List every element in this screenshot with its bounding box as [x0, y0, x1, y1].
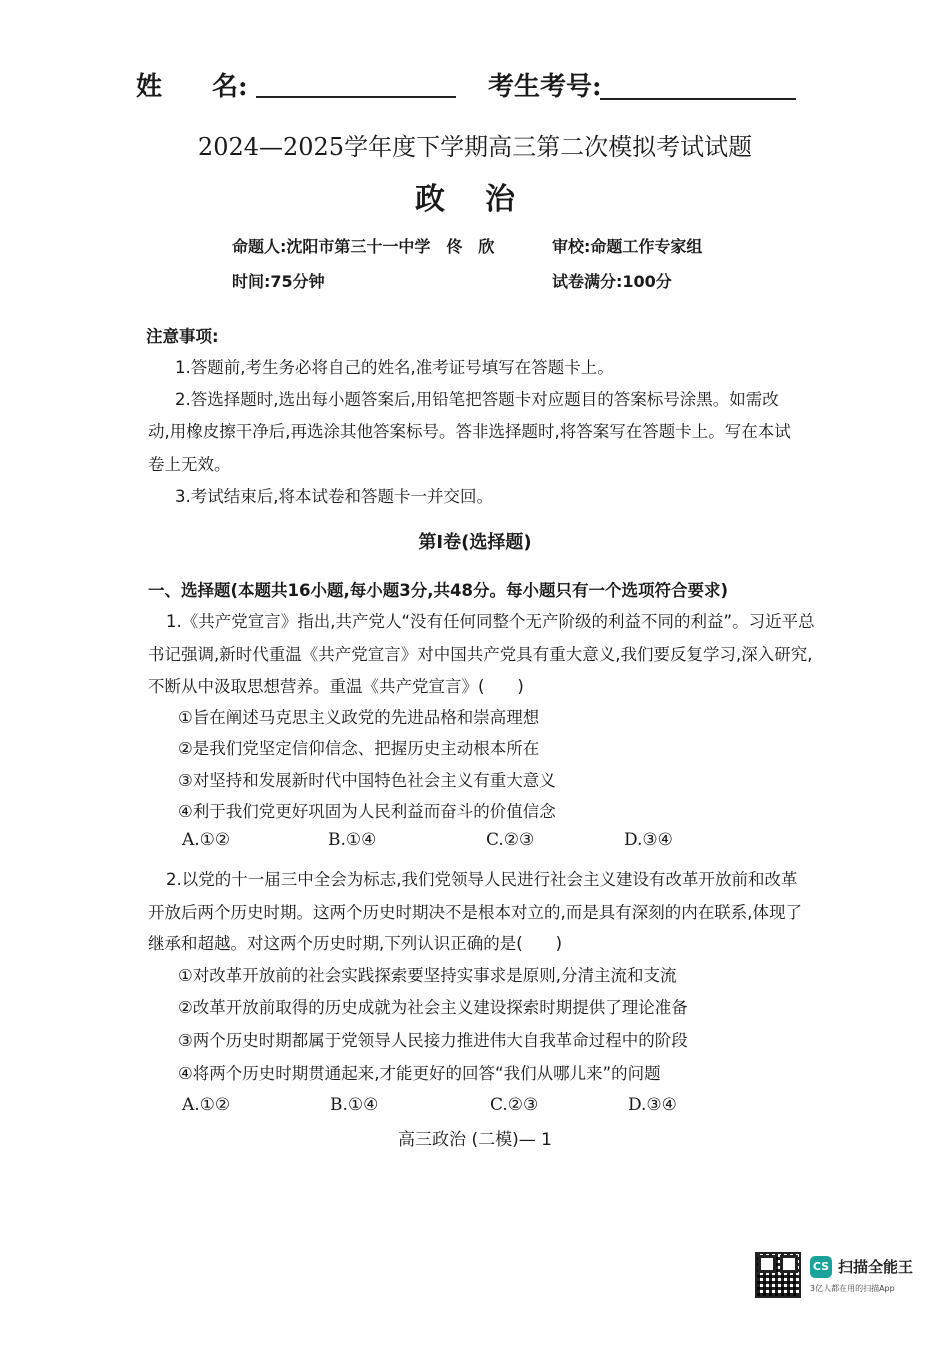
notice-line: 卷上无效。 [148, 455, 231, 474]
subject-title: 政治 [415, 182, 555, 217]
exam-id-blank-line [600, 98, 796, 100]
page-footer: 高三政治 (二模)— 1 [398, 1130, 552, 1150]
answer-option: A.①② [182, 1095, 231, 1115]
question-stem-line: 书记强调,新时代重温《共产党宣言》对中国共产党具有重大意义,我们要反复学习,深入研究, [148, 645, 813, 664]
part-heading: 一、选择题(本题共16小题,每小题3分,共48分。每小题只有一个选项符合要求) [148, 581, 729, 600]
exam-time: 时间:75分钟 [232, 272, 325, 291]
exam-title: 2024—2025学年度下学期高三第二次模拟考试试题 [197, 133, 753, 161]
question-item: ④将两个历史时期贯通起来,才能更好的回答“我们从哪儿来”的问题 [178, 1064, 661, 1083]
answer-option: C.②③ [490, 1095, 539, 1115]
name-label-suffix: 名: [212, 72, 248, 102]
notice-line: 3.考试结束后,将本试卷和答题卡一并交回。 [175, 487, 493, 506]
question-item: ①旨在阐述马克思主义政党的先进品格和崇高理想 [178, 708, 540, 727]
answer-option: D.③④ [628, 1095, 677, 1115]
question-item: ③对坚持和发展新时代中国特色社会主义有重大意义 [178, 771, 556, 790]
exam-author: 命题人:沈阳市第三十一中学 佟 欣 [232, 237, 495, 256]
question-stem-line: 不断从中汲取思想营养。重温《共产党宣言》( ) [148, 677, 524, 696]
question-item: ①对改革开放前的社会实践探索要坚持实事求是原则,分清主流和支流 [178, 966, 677, 985]
question-stem-line: 继承和超越。对这两个历史时期,下列认识正确的是( ) [148, 934, 563, 953]
question-item: ④利于我们党更好巩固为人民利益而奋斗的价值信念 [178, 802, 556, 821]
question-item: ③两个历史时期都属于党领导人民接力推进伟大自我革命过程中的阶段 [178, 1031, 688, 1050]
notice-line: 2.答选择题时,选出每小题答案后,用铅笔把答题卡对应题目的答案标号涂黑。如需改 [175, 390, 779, 409]
exam-full-score: 试卷满分:100分 [552, 272, 672, 291]
notice-line: 1.答题前,考生务必将自己的姓名,准考证号填写在答题卡上。 [175, 358, 614, 377]
question-stem-line: 开放后两个历史时期。这两个历史时期决不是根本对立的,而是具有深刻的内在联系,体现了 [148, 903, 802, 922]
camscanner-logo-icon: CS [810, 1256, 832, 1278]
exam-id-label: 考生考号: [488, 72, 602, 102]
name-blank-line [256, 96, 456, 98]
notice-heading: 注意事项: [146, 327, 219, 346]
scanner-app-name: 扫描全能王 [838, 1258, 914, 1276]
answer-option: B.①④ [328, 830, 377, 850]
question-stem-line: 1.《共产党宣言》指出,共产党人“没有任何同整个无产阶级的利益不同的利益”。习近平总 [166, 612, 815, 631]
section-title: 第Ⅰ卷(选择题) [418, 532, 532, 553]
answer-option: B.①④ [330, 1095, 379, 1115]
question-item: ②改革开放前取得的历史成就为社会主义建设探索时期提供了理论准备 [178, 998, 688, 1017]
notice-line: 动,用橡皮擦干净后,再选涂其他答案标号。答非选择题时,将答案写在答题卡上。写在本试 [148, 422, 791, 441]
question-item: ②是我们党坚定信仰信念、把握历史主动根本所在 [178, 739, 540, 758]
answer-option: D.③④ [624, 830, 673, 850]
answer-option: C.②③ [486, 830, 535, 850]
qr-code-icon [755, 1252, 801, 1298]
scanner-tagline: 3亿人都在用的扫描App [810, 1284, 895, 1293]
question-stem-line: 2.以党的十一届三中全会为标志,我们党领导人民进行社会主义建设有改革开放前和改革 [166, 870, 798, 889]
answer-option: A.①② [182, 830, 231, 850]
exam-reviewer: 审校:命题工作专家组 [552, 237, 703, 256]
name-label: 姓 [136, 72, 163, 102]
